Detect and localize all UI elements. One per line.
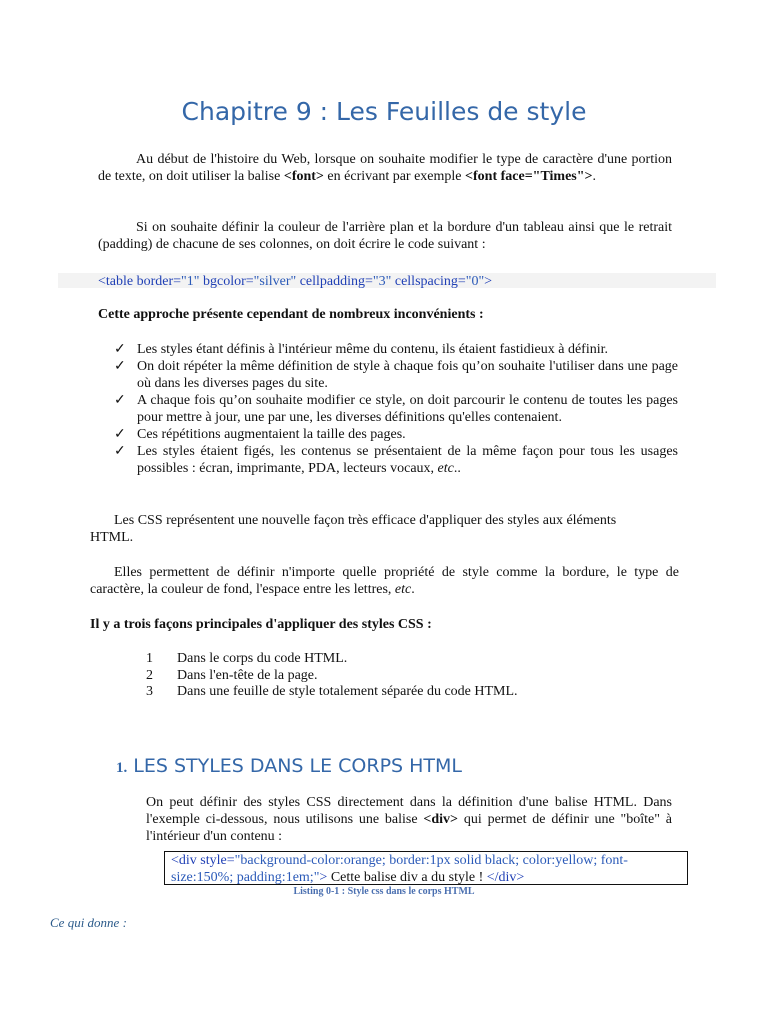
list-item: ✓ A chaque fois qu’on souhaite modifier ce style, on doit parcourir le contenu de toutes les pages pour mettre à jour, une par une, les diverses définitions qu'elles contenaient. <box>114 393 678 425</box>
listing-code-box: <div style="background-color:orange; border:1px solid black; color:yellow; font-size:150%; padding:1em;"> Cette balise div a du style ! </div> <box>164 851 688 885</box>
section-number: 1. <box>116 760 128 776</box>
checkmark-icon: ✓ <box>114 342 126 357</box>
ways-heading: Il y a trois façons principales d'appliquer des styles CSS : <box>90 617 432 632</box>
intro-paragraph-table: Si on souhaite définir la couleur de l'arrière plan et la bordure d'un tableau ainsi que le retrait (padding) de chacune de ses colonnes, on doit écrire le code suivant : <box>98 220 672 252</box>
list-item: 1 Dans le corps du code HTML. <box>146 651 348 666</box>
div-tag: <div> <box>423 812 459 827</box>
listing-caption: Listing 0-1 : Style css dans le corps HTML <box>293 886 475 897</box>
section-title: LES STYLES DANS LE CORPS HTML <box>133 755 462 777</box>
list-item: ✓ On doit répéter la même définition de style à chaque fois qu’on souhaite l'utiliser dans une page où dans les diverses pages du site. <box>114 359 678 391</box>
checkmark-icon: ✓ <box>114 393 126 408</box>
font-face-example: <font face="Times"> <box>465 169 593 184</box>
list-item: 3 Dans une feuille de style totalement séparée du code HTML. <box>146 684 518 699</box>
list-item: ✓ Les styles étant définis à l'intérieur même du contenu, ils étaient fastidieux à définir. <box>114 342 608 357</box>
list-item: 2 Dans l'en-tête de la page. <box>146 667 318 683</box>
list-item: ✓ Les styles étaient figés, les contenus se présentaient de la même façon pour tous les usages possibles : écran, imprimante, PDA, lecteurs vocaux, etc.. <box>114 444 678 476</box>
table-code-example: <table border="1" bgcolor="silver" cellpadding="3" cellspacing="0"> <box>98 274 493 289</box>
drawbacks-list <box>114 341 678 477</box>
css-properties-paragraph: Elles permettent de définir n'importe quelle propriété de style comme la bordure, le type de caractère, la couleur de fond, l'espace entre les lettres, etc. <box>90 565 679 597</box>
page-title: Chapitre 9 : Les Feuilles de style <box>181 97 587 126</box>
checkmark-icon: ✓ <box>114 444 126 459</box>
intro-paragraph-font: Au début de l'histoire du Web, lorsque on souhaite modifier le type de caractère d'une portion de texte, on doit utiliser la balise <font> en écrivant par exemple <font face="Times">. <box>98 152 672 184</box>
ways-list <box>146 651 646 701</box>
list-item: ✓ Ces répétitions augmentaient la taille des pages. <box>114 427 406 442</box>
section-paragraph: On peut définir des styles CSS directement dans la définition d'une balise HTML. Dans l'exemple ci-dessous, nous utilisons une balise <div> qui permet de définir une "boîte" à l'intérieur d'un contenu : <box>146 795 672 844</box>
drawbacks-heading: Cette approche présente cependant de nombreux inconvénients : <box>98 307 484 322</box>
css-intro-paragraph: Les CSS représentent une nouvelle façon très efficace d'appliquer des styles aux éléments HTML. <box>90 513 617 545</box>
checkmark-icon: ✓ <box>114 427 126 442</box>
font-tag: <font> <box>283 169 324 184</box>
checkmark-icon: ✓ <box>114 359 126 374</box>
section-heading <box>116 755 462 777</box>
result-label: Ce qui donne : <box>50 915 127 930</box>
